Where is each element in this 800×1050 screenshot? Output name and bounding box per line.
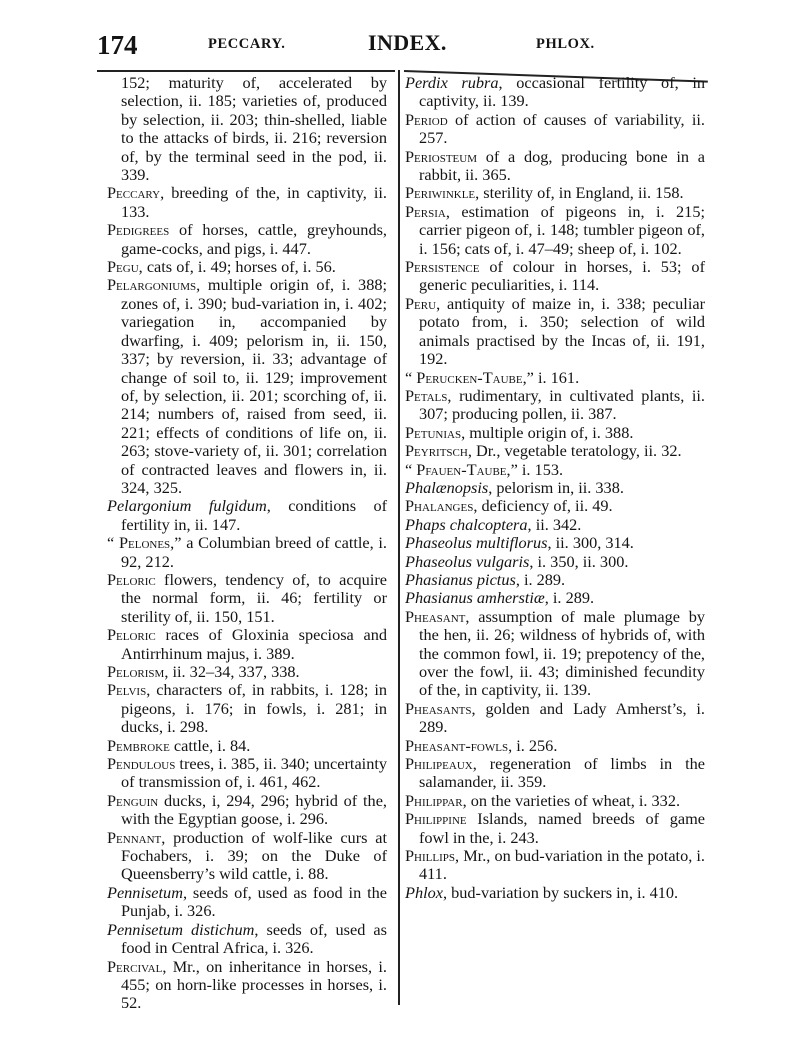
index-entry-text: , Dr., vegetable teratology, ii. 32. xyxy=(467,441,682,461)
index-entry-text: , seeds of, used as food in the Punjab, i. 326. xyxy=(121,882,387,921)
index-entry-heading: Pelargonium fulgidum xyxy=(107,496,267,516)
index-entry xyxy=(107,571,387,626)
index-entry-text: of colour in horses, i. 53; of generic peculiarities, i. 114. xyxy=(419,257,705,295)
index-entry xyxy=(405,111,705,148)
index-entry-heading: Phalænopsis xyxy=(405,477,489,497)
index-entry-text: of horses, cattle, greyhounds, game-cocks, and pigs, i. 447. xyxy=(121,220,387,258)
index-entry-heading: Philippar xyxy=(405,790,463,810)
index-entry-text: , multiple origin of, i. 388. xyxy=(461,422,634,442)
column-divider xyxy=(398,70,400,1005)
index-entry xyxy=(405,589,705,607)
index-entry xyxy=(405,755,705,792)
index-entry-heading: Phlox xyxy=(405,882,443,902)
index-entry-heading: Persia xyxy=(405,201,446,221)
index-entry-text: , cats of, i. 49; horses of, i. 56. xyxy=(138,257,336,277)
index-entry-text: , estimation of pigeons in, i. 215; carrier pigeon of, i. 148; tumbler pigeon of, i. 156; cats of, i. 47–49; sheep of, i. 102. xyxy=(419,201,705,258)
index-entry xyxy=(405,516,705,534)
index-entry xyxy=(405,553,705,571)
index-entry-heading: Pendulous xyxy=(107,754,176,774)
index-entry-heading: Phalanges xyxy=(405,496,474,516)
index-entry xyxy=(107,276,387,497)
running-head-left: PECCARY. xyxy=(208,36,286,52)
index-entry-text: ducks, i, 294, 296; hybrid of the, with the Egyptian goose, i. 296. xyxy=(121,790,387,829)
index-entry-text: trees, i. 385, ii. 340; uncertainty of transmission of, i. 461, 462. xyxy=(121,754,387,792)
index-entry xyxy=(405,369,705,387)
index-entry-heading: Petunias xyxy=(405,422,462,442)
index-entry-text: , i. 256. xyxy=(508,735,558,755)
index-entry xyxy=(405,608,705,700)
index-entry-heading: Phasianus amherstiæ xyxy=(405,588,545,608)
index-entry xyxy=(107,534,387,571)
index-entry-text: , breeding of the, in captivity, ii. 133. xyxy=(121,183,387,221)
index-entry-text: , sterility of, in England, ii. 158. xyxy=(475,183,684,203)
index-entry-text: , ii. 342. xyxy=(527,514,582,534)
index-entry-heading: Pennisetum distichum xyxy=(107,919,255,939)
index-entry xyxy=(405,203,705,258)
index-entry xyxy=(405,479,705,497)
index-entry-text: , on the varieties of wheat, i. 332. xyxy=(462,790,681,810)
index-entry-text: , seeds of, used as food in Central Africa, i. 326. xyxy=(121,919,387,958)
index-entry xyxy=(107,884,387,921)
index-entry xyxy=(107,221,387,258)
index-entry-heading: Penguin xyxy=(107,790,159,810)
index-entry-text: , Mr., on bud-variation in the potato, i. 411. xyxy=(419,846,705,884)
index-entry-heading: Phaps chalcoptera xyxy=(405,514,528,534)
index-entry-text: , antiquity of maize in, i. 338; peculiar potato from, i. 350; selection of wild animals practised by the Incas of, ii. 191, 192. xyxy=(419,293,705,369)
index-entry xyxy=(405,148,705,185)
index-entry xyxy=(107,755,387,792)
index-entry-text: , assumption of male plumage by the hen, ii. 26; wildness of hybrids of, with the common fowl, ii. 19; prepotency of the, over the fowl, ii. 43; diminished fecundity of the, in captivity, ii. 139. xyxy=(419,606,705,700)
index-entry-heading: Pelargoniums xyxy=(107,275,197,295)
index-column-right xyxy=(405,74,705,902)
index-entry xyxy=(405,442,705,460)
index-entry-text: , occasional fertility of, in captivity, ii. 139. xyxy=(419,73,705,111)
index-entry-heading: Pembroke xyxy=(107,735,170,755)
index-entry xyxy=(107,681,387,736)
index-entry-text: races of Gloxinia speciosa and Antirrhinum majus, i. 389. xyxy=(121,625,387,663)
index-entry xyxy=(107,74,387,184)
index-entry xyxy=(107,829,387,884)
index-entry-heading: Pennant xyxy=(107,827,162,847)
index-entry-text: cattle, i. 84. xyxy=(169,735,251,755)
index-entry-heading: Peru xyxy=(405,293,437,313)
index-entry-heading: Peloric xyxy=(107,625,156,645)
index-entry xyxy=(107,958,387,1013)
header-rule-left xyxy=(97,70,395,72)
index-entry xyxy=(107,663,387,681)
index-entry-heading: “ Pelones,” xyxy=(107,533,182,553)
index-entry xyxy=(107,497,387,534)
index-entry-heading: Pheasants xyxy=(405,698,472,718)
index-entry-heading: Pelorism xyxy=(107,662,165,681)
index-entry-heading: Pheasant-fowls xyxy=(405,735,509,755)
index-entry xyxy=(405,700,705,737)
index-entry-text: , i. 289. xyxy=(515,569,566,589)
index-entry xyxy=(405,258,705,295)
index-entry-heading: Pheasant xyxy=(405,606,466,626)
index-entry-heading: Persistence xyxy=(405,257,480,277)
index-entry xyxy=(107,258,387,276)
index-entry-heading: Percival xyxy=(107,956,163,976)
index-entry-text: , bud-variation by suckers in, i. 410. xyxy=(442,882,679,902)
index-entry-text: Islands, named breeds of game fowl in the, i. 243. xyxy=(419,809,705,847)
index-entry-text: , i. 350, ii. 300. xyxy=(529,551,629,571)
index-entry-heading: Petals xyxy=(405,385,448,405)
index-entry-text: flowers, tendency of, to acquire the normal form, ii. 46; fertility or sterility of, ii. 150, 151. xyxy=(121,569,387,626)
index-entry-text: , rudimentary, in cultivated plants, ii. 307; producing pollen, ii. 387. xyxy=(419,385,705,424)
index-entry-text: , characters of, in rabbits, i. 128; in pigeons, i. 176; in fowls, i. 281; in ducks, i. 298. xyxy=(121,680,387,737)
running-head-title: INDEX. xyxy=(368,30,447,55)
index-entry xyxy=(107,792,387,829)
index-entry-text: , pelorism in, ii. 338. xyxy=(488,477,624,497)
index-entry-heading: Pennisetum xyxy=(107,882,183,902)
index-entry-text: a Columbian breed of cattle, i. 92, 212. xyxy=(121,533,388,571)
index-entry xyxy=(405,74,705,111)
index-entry xyxy=(405,387,705,424)
index-entry xyxy=(405,184,705,202)
index-entry-text: , ii. 32–34, 337, 338. xyxy=(164,662,300,681)
index-entry-heading: Peloric xyxy=(107,569,156,589)
index-entry-heading: Phasianus pictus xyxy=(405,569,516,589)
index-entry-text: , production of wolf-like curs at Fochabers, i. 39; on the Duke of Queensberry’s wild cattle, i. 88. xyxy=(121,827,387,884)
index-entry-heading: Pedigrees xyxy=(107,220,170,240)
index-entry xyxy=(405,534,705,552)
index-entry-heading: Phaseolus multiflorus xyxy=(405,533,548,553)
index-entry xyxy=(405,497,705,515)
page-number: 174 xyxy=(97,30,138,60)
index-entry xyxy=(405,847,705,884)
index-entry-text: , golden and Lady Amherst’s, i. 289. xyxy=(419,698,705,737)
index-entry xyxy=(405,424,705,442)
index-entry xyxy=(107,921,387,958)
index-entry xyxy=(405,571,705,589)
index-entry-text: , i. 289. xyxy=(544,588,595,608)
index-entry-text: i. 161. xyxy=(533,367,580,387)
index-entry-heading: Periosteum xyxy=(405,146,477,166)
index-entry xyxy=(405,737,705,755)
index-entry xyxy=(405,884,705,902)
index-entry xyxy=(405,792,705,810)
index-entry-text: of action of causes of variability, ii. 257. xyxy=(419,109,705,148)
index-entry xyxy=(107,737,387,755)
index-entry-heading: Periwinkle xyxy=(405,183,476,203)
index-entry-text: , ii. 300, 314. xyxy=(547,533,634,553)
index-entry-heading: Pegu xyxy=(107,257,139,277)
index-entry xyxy=(107,184,387,221)
index-entry-text: of a dog, producing bone in a rabbit, ii. 365. xyxy=(419,146,705,185)
index-entry-heading: Perdix rubra xyxy=(405,73,499,92)
index-entry-text: , regeneration of limbs in the salamander, ii. 359. xyxy=(419,754,705,792)
index-entry-text: , Mr., on inheritance in horses, i. 455; on horn-like processes in horses, i. 52. xyxy=(121,956,387,1013)
index-entry-heading: Peccary xyxy=(107,183,161,203)
index-entry-text: i. 153. xyxy=(517,459,564,479)
index-entry-text: , deficiency of, ii. 49. xyxy=(473,496,613,516)
index-entry-heading: Philippine xyxy=(405,809,467,829)
index-entry-heading: “ Pfauen-Taube,” xyxy=(405,459,518,479)
index-entry-heading: Period xyxy=(405,109,448,129)
index-entry-text: , conditions of fertility in, ii. 147. xyxy=(121,496,388,534)
index-entry-heading: Peyritsch xyxy=(405,441,468,461)
index-entry-heading: Phillips xyxy=(405,846,455,866)
index-entry-heading: Philipeaux xyxy=(405,754,473,774)
index-entry-text: 152; maturity of, accelerated by selection, ii. 185; varieties of, produced by selection, ii. 203; thin-shelled, liable to the attacks of birds, ii. 216; reversion of, by the terminal seed in the pod, ii. 339. xyxy=(121,73,387,185)
index-entry-text: , multiple origin of, i. 388; zones of, i. 390; bud-variation in, i. 402; variegation in, accompanied by dwarfing, i. 409; pelorism in, ii. 150, 337; by reversion, ii. 33; advantage of change of soil to, ii. 129; improvement of, by selection, ii. 201; scorching of, ii. 214; numbers of, raised from seed, ii. 221; effects of conditions of life on, ii. 263; stove-variety of, ii. 301; correlation of contracted leaves and flowers in, ii. 324, 325. xyxy=(121,275,387,497)
index-entry xyxy=(405,810,705,847)
index-entry xyxy=(405,461,705,479)
index-entry-heading: Phaseolus vulgaris xyxy=(405,551,530,571)
index-entry-heading: “ Perucken-Taube,” xyxy=(405,367,534,387)
running-head-right: PHLOX. xyxy=(536,36,595,52)
index-column-left xyxy=(107,74,387,1013)
index-entry xyxy=(107,626,387,663)
index-entry xyxy=(405,295,705,369)
index-entry-heading: Pelvis xyxy=(107,680,147,700)
